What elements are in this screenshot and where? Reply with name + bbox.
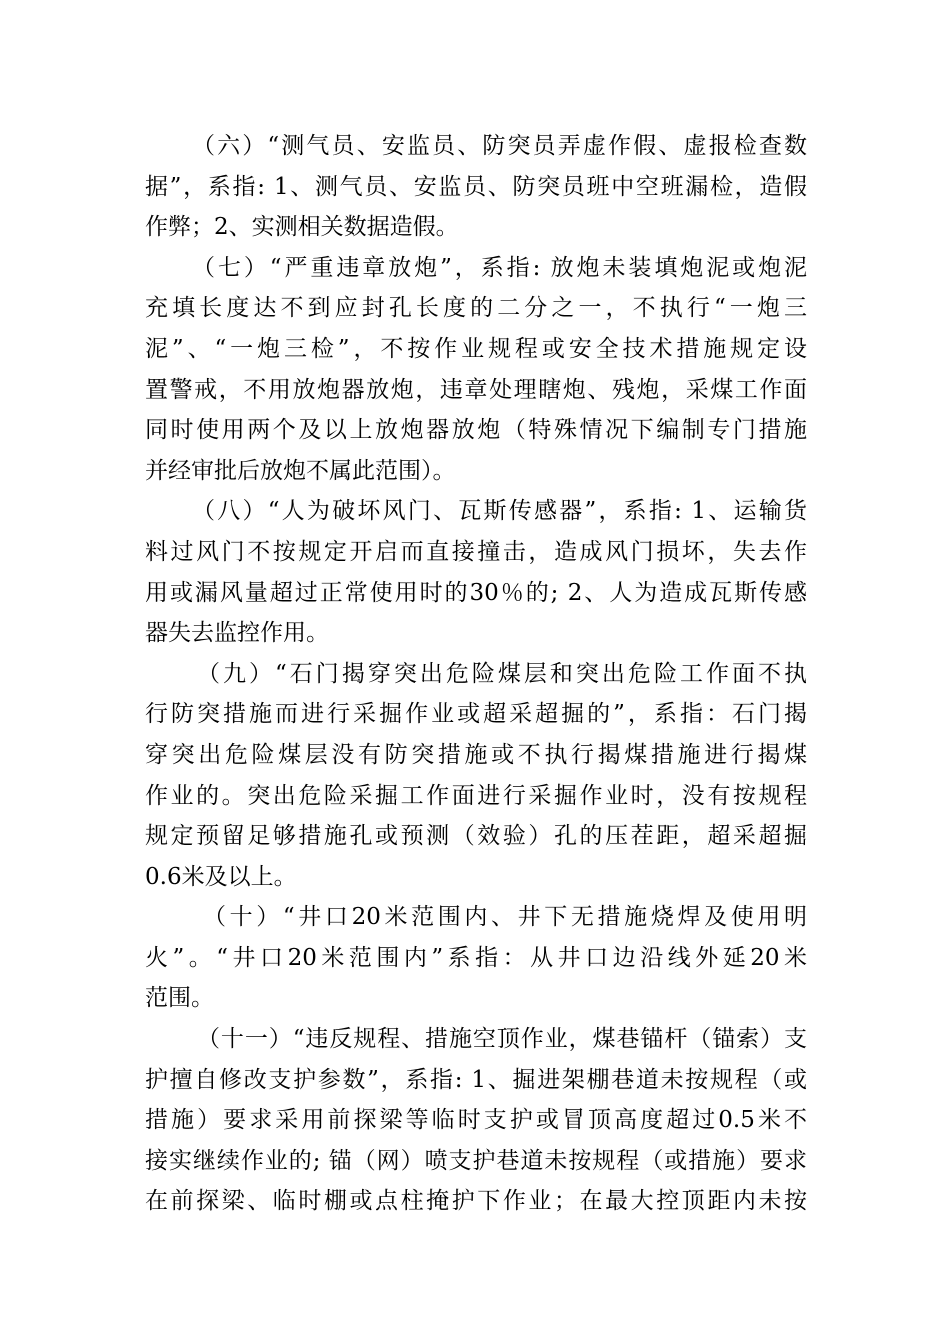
text-line: 在前探梁、临时棚或点柱掩护下作业；在最大控顶距内未按 — [145, 1188, 807, 1215]
text-line: 护擅自修改支护参数”，系指: 1、掘进架棚巷道未按规程（或 — [145, 1066, 807, 1093]
text-line: 据”，系指: 1、测气员、安监员、防突员班中空班漏检，造假 — [145, 173, 807, 200]
text-line: 火”。“井口20米范围内”系指：从井口边沿线外延20米 — [145, 944, 807, 971]
paragraph-9 — [145, 654, 807, 898]
paragraph-11 — [145, 1019, 807, 1222]
text-line: 0.6米及以上。 — [145, 863, 297, 890]
text-line: 穿突出危险煤层没有防突措施或不执行揭煤措施进行揭煤 — [145, 741, 807, 768]
text-line: 接实继续作业的; 锚（网）喷支护巷道未按规程（或措施）要求 — [145, 1147, 807, 1174]
text-line: （十）“井口20米范围内、井下无措施烧焊及使用明 — [203, 904, 807, 931]
text-line: 措施）要求采用前探梁等临时支护或冒顶高度超过0.5米不 — [145, 1107, 807, 1134]
text-line: （八）“人为破坏风门、瓦斯传感器”，系指: 1、运输货 — [192, 498, 807, 525]
text-line: 置警戒，不用放炮器放炮，违章处理瞎炮、残炮，采煤工作面 — [145, 376, 807, 403]
text-line: 泥”、“一炮三检”，不按作业规程或安全技术措施规定设 — [145, 335, 807, 362]
document-body — [145, 126, 807, 1222]
paragraph-10 — [145, 897, 807, 1019]
text-line: 料过风门不按规定开启而直接撞击，造成风门损坏，失去作 — [145, 538, 807, 565]
text-line: 范围。 — [145, 985, 214, 1012]
text-line: 作弊；2、实测相关数据造假。 — [145, 214, 459, 241]
text-line: 同时使用两个及以上放炮器放炮（特殊情况下编制专门措施 — [145, 417, 807, 444]
text-line: 并经审批后放炮不属此范围）。 — [145, 457, 456, 484]
paragraph-8 — [145, 491, 807, 653]
text-line: 作业的。突出危险采掘工作面进行采掘作业时，没有按规程 — [145, 782, 807, 809]
text-line: 规定预留足够措施孔或预测（效验）孔的压茬距，超采超掘 — [145, 823, 807, 850]
text-line: 用或漏风量超过正常使用时的30％的; 2、人为造成瓦斯传感 — [145, 579, 807, 606]
text-line: 器失去监控作用。 — [145, 620, 329, 647]
paragraph-6 — [145, 126, 807, 248]
text-line: （十一）“违反规程、措施空顶作业，煤巷锚杆（锚索）支 — [197, 1026, 807, 1053]
paragraph-7 — [145, 248, 807, 492]
text-line: （七）“严重违章放炮”，系指: 放炮未装填炮泥或炮泥 — [192, 254, 807, 281]
text-line: 行防突措施而进行采掘作业或超采超掘的”，系指：石门揭 — [145, 701, 807, 728]
text-line: （六）“测气员、安监员、防突员弄虚作假、虚报检查数 — [192, 133, 807, 159]
text-line: （九）“石门揭穿突出危险煤层和突出危险工作面不执 — [197, 660, 807, 687]
text-line: 充填长度达不到应封孔长度的二分之一，不执行“一炮三 — [145, 295, 807, 322]
